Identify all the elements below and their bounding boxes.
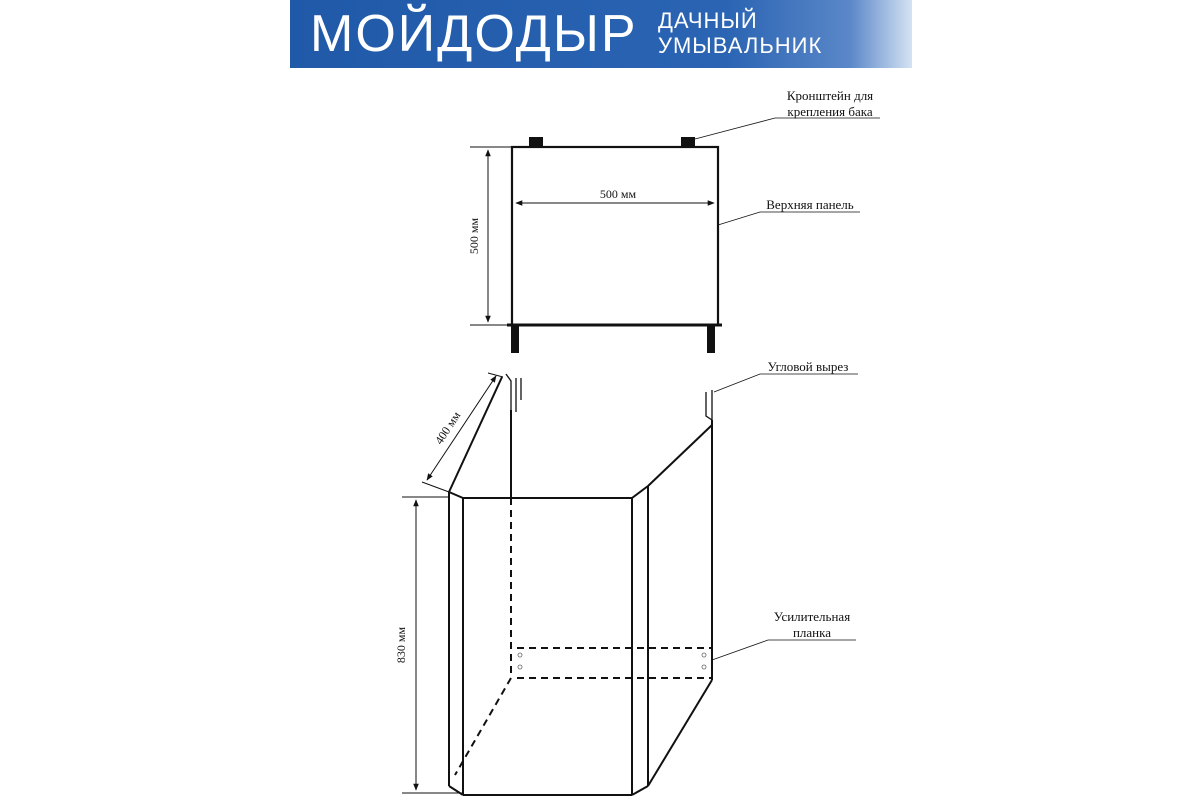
top-width-label: 500 мм: [599, 187, 637, 201]
top-panel-legs: [511, 325, 715, 353]
subtitle-line-2: УМЫВАЛЬНИК: [658, 33, 823, 58]
corner-cut-right: [706, 390, 712, 420]
side-depth-label: 400 мм: [431, 408, 464, 447]
reinforcement-strip: [517, 648, 712, 678]
side-depth-dimension-line: [422, 373, 503, 492]
bracket-label-line-1: Кронштейн для: [786, 88, 874, 103]
top-panel: [507, 147, 722, 325]
reinforcement-label-line-1: Усилительная: [773, 609, 851, 624]
body-height-dimension-line: [402, 497, 463, 793]
reinforcement-leader: [712, 640, 856, 660]
subtitle-line-1: ДАЧНЫЙ: [658, 8, 758, 33]
corner-cut-left: [506, 374, 521, 412]
bracket-label-line-2: крепления бака: [787, 104, 873, 119]
brand-title: МОЙДОДЫР: [310, 5, 638, 63]
tank-brackets: [529, 137, 695, 147]
corner-cut-leader: [714, 374, 858, 392]
top-height-label: 500 мм: [467, 217, 481, 255]
bracket-leader: [695, 118, 880, 139]
reinforcement-holes: [518, 653, 706, 669]
top-panel-label: Верхняя панель: [766, 197, 854, 212]
washstand-body: [449, 377, 712, 795]
body-height-label: 830 мм: [394, 626, 408, 664]
reinforcement-label-line-2: планка: [792, 625, 832, 640]
corner-cut-label: Угловой вырез: [767, 359, 849, 374]
top-panel-leader: [718, 212, 860, 225]
